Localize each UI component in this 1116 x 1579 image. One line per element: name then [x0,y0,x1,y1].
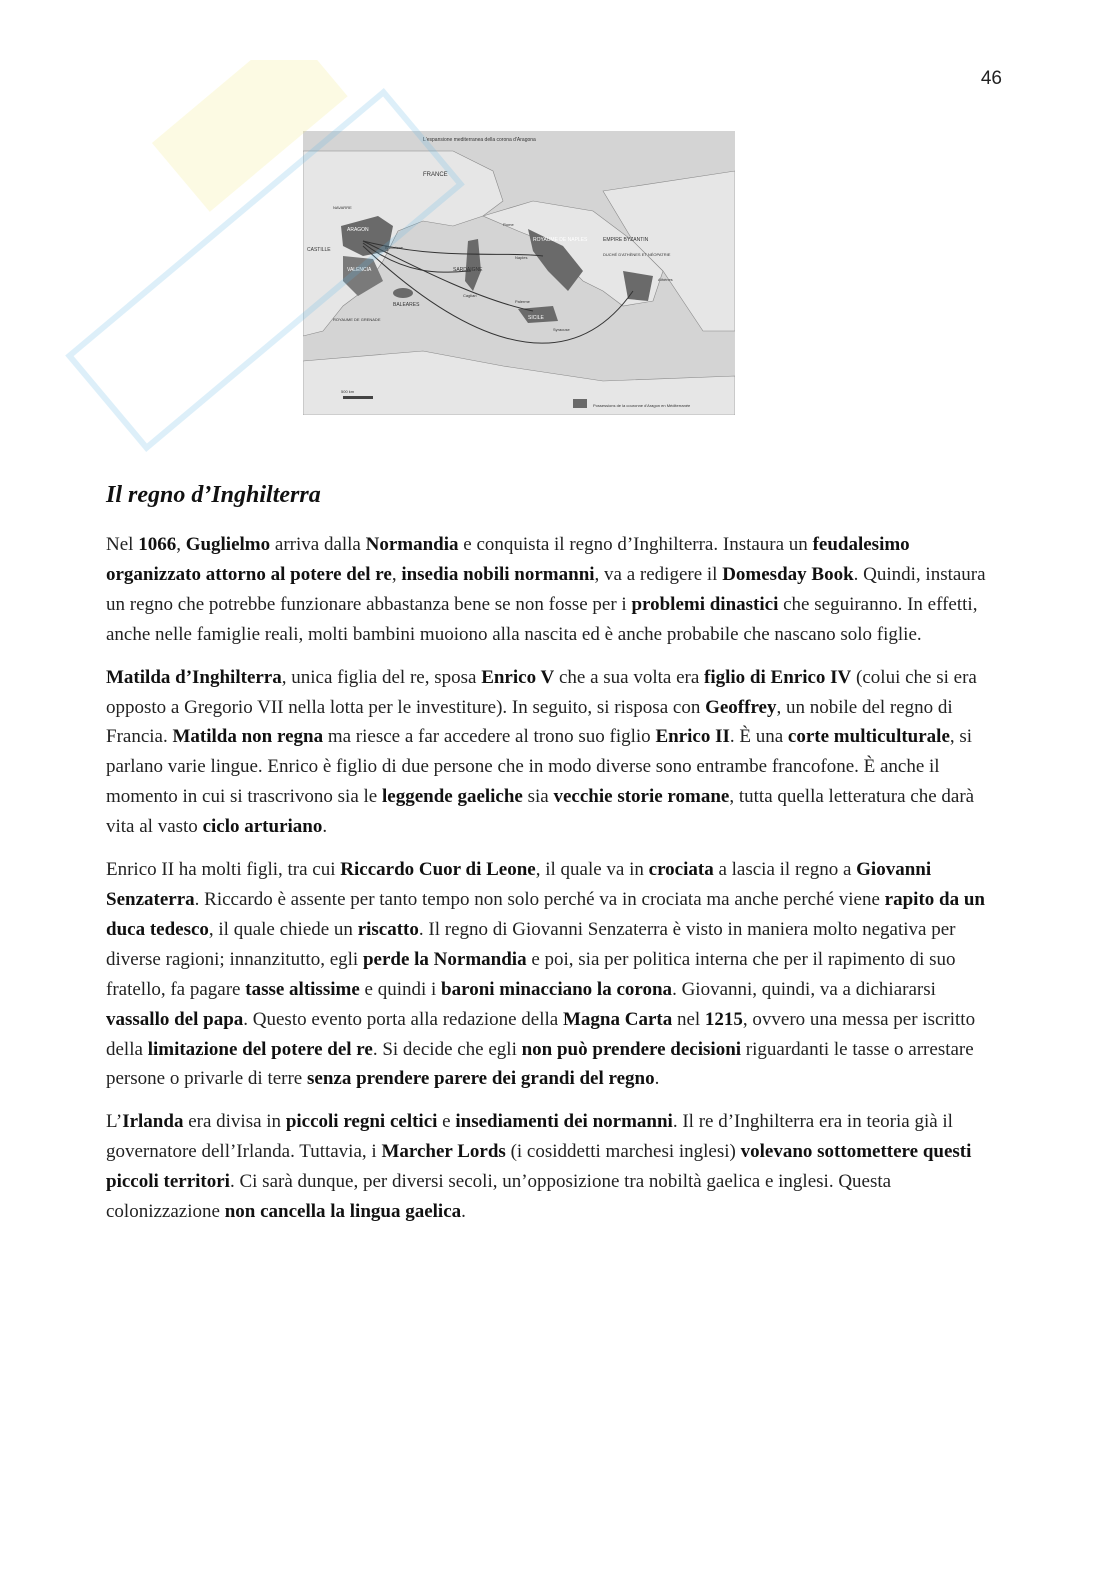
paragraph [106,855,998,1094]
bold-text: non può prendere decisioni [521,1038,742,1060]
bold-text: tasse altissime [245,978,360,1000]
map-label-naples: ROYAUME DE NAPLES [533,237,588,243]
text-run: . Quindi, instaura un regno che potrebbe funzionare abbastanza bene se non fosse per i [106,563,986,615]
bold-text: riscatto [357,918,419,940]
map-label-sicily: SICILE [528,315,544,321]
text-run: L’ [106,1111,123,1133]
bold-text: ciclo arturiano [202,816,323,838]
text-run: . Il regno di Giovanni Senzaterra è visto in maniera molto negativa per diverse ragioni; innanzitutto, egli [106,918,956,970]
bold-text: Matilda non regna [172,726,324,748]
text-run: nel [672,1008,705,1030]
map-label-palermo: Palerme [515,299,530,304]
article-body [106,530,998,1240]
bold-text: figlio di Enrico IV [704,666,852,688]
bold-text: Enrico V [481,666,555,688]
text-run: riguardanti le tasse o arrestare persone o privarle di terre [106,1038,974,1090]
text-run: era divisa in [183,1111,286,1133]
text-run: . [654,1068,660,1090]
bold-text: leggende gaeliche [381,786,523,808]
bold-text: Enrico II [655,726,730,748]
map-legend: Possessions de la couronne d'Aragon en Méditerranée [593,403,691,408]
bold-text: Magna Carta [562,1008,673,1030]
map-label-naples-city: Naples [515,255,528,260]
bold-text: Normandia [365,534,459,555]
text-run: . Il re d’Inghilterra era in teoria già il governatore dell’Irlanda. Tuttavia, i [106,1111,953,1163]
bold-text: Geoffrey [705,696,777,718]
text-run: Enrico II ha molti figli, tra cui [106,859,341,881]
text-run: Nel [106,534,139,555]
text-run: (colui che si era opposto a Gregorio VII nella lotta per le investiture). In seguito, si risposa con [106,666,977,718]
text-run: e poi, sia per politica interna che per il rapimento di suo fratello, fa pagare [106,948,956,1000]
map-label-athens: DUCHÉ D'ATHÈNES ET NÉOPATRIE [603,252,671,257]
text-run: . [461,1201,466,1223]
text-run: e conquista il regno d’Inghilterra. Instaura un [458,534,813,555]
text-run: . Riccardo è assente per tanto tempo non solo perché va in crociata ma anche perché viene [194,888,885,910]
text-run: , va a redigere il [594,563,723,585]
paragraph [106,530,998,650]
paragraph [106,663,998,842]
bold-text: insedia nobili normanni [401,563,595,585]
bold-text: Riccardo Cuor di Leone [340,859,536,881]
text-run: (i cosiddetti marchesi inglesi) [505,1141,741,1163]
bold-text: vecchie storie romane [553,786,730,808]
bold-text: Matilda d’Inghilterra [106,666,282,688]
text-run: , tutta quella letteratura che darà vita al vasto [106,786,975,838]
text-run: , il quale chiede un [208,918,358,940]
bold-text: Domesday Book [722,563,854,585]
bold-text: vassallo del papa [106,1008,244,1030]
text-run: ma riesce a far accedere al trono suo figlio [323,726,656,748]
text-run: arriva dalla [270,534,366,555]
map-label-syracuse: Syracuse [553,327,570,332]
bold-text: rapito da un duca tedesco [106,888,985,940]
map-label-aragon: ARAGON [347,227,369,233]
text-run: , unica figlia del re, sposa [281,666,482,688]
map-label-granada: ROYAUME DE GRENADE [333,317,381,322]
text-run: . Questo evento porta alla redazione della [243,1008,563,1030]
map-label-valencia: VALENCIA [347,267,372,273]
bold-text: Marcher Lords [381,1141,506,1163]
map-label-baleares: BALEARES [393,302,420,308]
bold-text: Irlanda [122,1111,184,1133]
text-run: , il quale va in [535,859,649,881]
page-number: 46 [980,68,1002,89]
bold-text: perde la Normandia [362,948,527,970]
map-label-france: FRANCE [423,172,448,178]
bold-text: non cancella la lingua gaelica [224,1201,462,1223]
section-heading: Il regno d’Inghilterra [106,482,321,508]
map-label-sardinia: SARDAIGNE [453,267,483,273]
bold-text: Guglielmo [185,534,271,555]
bold-text: corte multiculturale [787,726,950,748]
bold-text: piccoli regni celtici [285,1111,438,1133]
map-label-cagliari: Cagliari [463,293,477,298]
text-run: , ovvero una messa per iscritto della [106,1008,976,1060]
paragraph [106,1107,998,1227]
bold-text: senza prendere parere dei grandi del regno [307,1068,655,1090]
text-run: e quindi i [359,978,442,1000]
bold-text: 1066 [138,534,177,555]
text-run: a lascia il regno a [713,859,857,881]
mediterranean-map [303,131,735,415]
text-run: , [176,534,186,555]
bold-text: baroni minacciano la corona [441,978,673,1000]
bold-text: Giovanni Senzaterra [106,859,932,910]
text-run: , un nobile del regno di Francia. [106,696,953,748]
text-run: e [437,1111,456,1133]
map-scale: 500 km [341,389,355,394]
text-run: . Si decide che egli [372,1038,522,1060]
text-run: sia [522,786,554,808]
text-run: . È una [729,726,788,748]
map-caption: L'espansione mediterranea della corona d'Aragona [423,137,536,143]
map-label-barcelona: Barcelone [385,245,404,250]
bold-text: problemi dinastici [631,593,779,615]
map-label-navarre: NAVARRE [333,205,352,210]
map-figure [303,131,735,415]
bold-text: feudalesimo organizzato attorno al potere del re [106,534,910,585]
bold-text: volevano sottomettere questi piccoli territori [106,1141,972,1193]
bold-text: limitazione del potere del re [147,1038,373,1060]
text-run: che seguiranno. In effetti, anche nelle famiglie reali, molti bambini muoiono alla nascita ed è anche probabile che nascano solo figlie. [106,593,978,645]
text-run: , si parlano varie lingue. Enrico è figlio di due persone che in modo diverse sono entrambe francofone. È anche il momento in cui si trascrivono sia le [106,726,973,808]
bold-text: insediamenti dei normanni [455,1111,673,1133]
map-label-byzantine: EMPIRE BYZANTIN [603,237,649,243]
text-run: . Ci sarà dunque, per diversi secoli, un’opposizione tra nobiltà gaelica e inglesi. Questa colonizzazione [106,1171,892,1223]
text-run: , [391,563,402,585]
bold-text: crociata [648,859,714,881]
map-label-rome: Rome [503,222,514,227]
bold-text: 1215 [704,1008,743,1030]
text-run: che a sua volta era [554,666,705,688]
map-label-athens-city: Athènes [658,277,673,282]
text-run: . Giovanni, quindi, va a dichiararsi [672,978,936,1000]
map-label-castile: CASTILLE [307,247,331,253]
text-run: . [322,816,328,838]
